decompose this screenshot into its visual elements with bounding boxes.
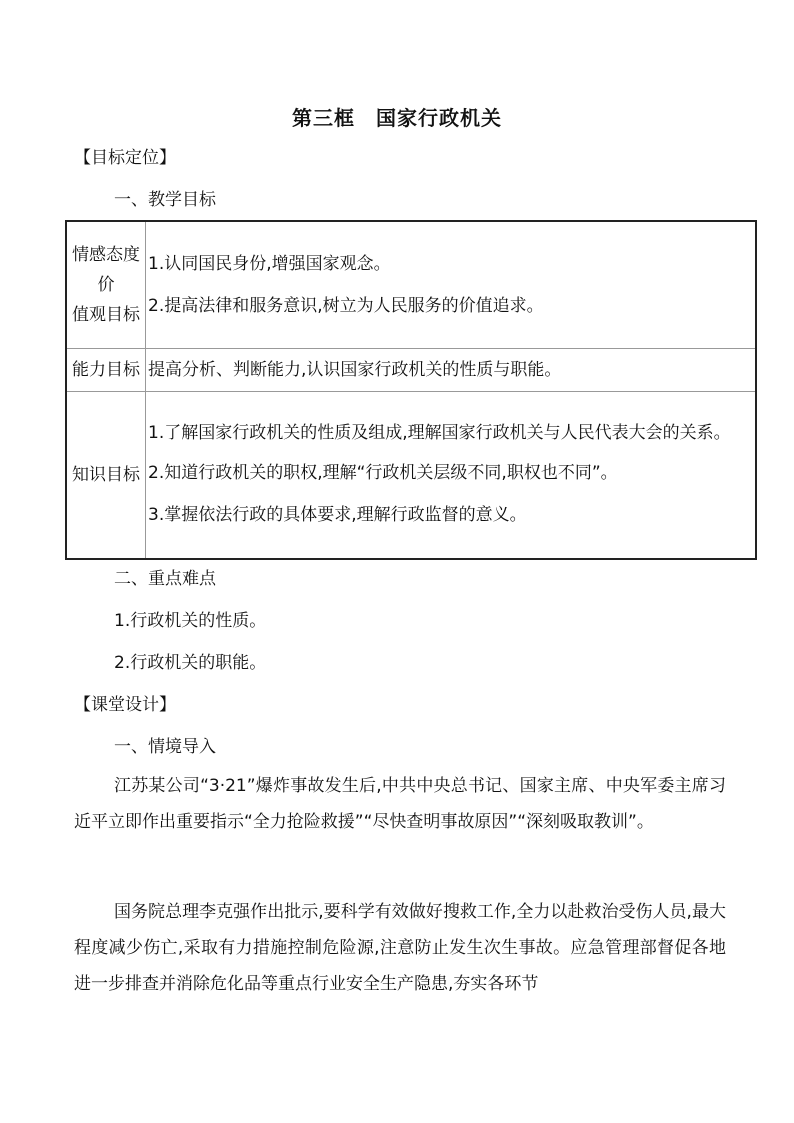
goals-table <box>65 220 757 560</box>
key-point-item: 2.行政机关的职能。 <box>114 653 267 673</box>
page-title: 第三框 国家行政机关 <box>292 106 502 130</box>
section-heading-teaching-goals: 一、教学目标 <box>114 190 216 210</box>
goal-item: 3.掌握依法行政的具体要求,理解行政监督的意义。 <box>148 505 527 525</box>
goal-item: 提高分析、判断能力,认识国家行政机关的性质与职能。 <box>148 360 562 380</box>
key-point-item: 1.行政机关的性质。 <box>114 611 267 631</box>
table-row <box>66 349 756 392</box>
section-heading-target: 【目标定位】 <box>74 148 176 168</box>
goal-item: 2.知道行政机关的职权,理解“行政机关层级不同,职权也不同”。 <box>148 463 618 483</box>
section-heading-key-points: 二、重点难点 <box>114 569 216 589</box>
goal-content-cell <box>146 392 757 560</box>
goal-category-label: 知识目标 <box>72 465 140 485</box>
body-paragraph: 国务院总理李克强作出批示,要科学有效做好搜救工作,全力以赴救治受伤人员,最大程度减少伤亡,采取有力措施控制危险源,注意防止发生次生事故。应急管理部督促各地进一步排查并消除危化品等重点行业安全生产隐患,夯实各环节 <box>74 902 726 994</box>
goal-category-label: 价 <box>97 275 115 295</box>
goal-category-cell <box>66 221 146 349</box>
section-heading-intro: 一、情境导入 <box>114 737 216 757</box>
goal-category-label: 情感态度 <box>72 245 140 265</box>
goal-item: 2.提高法律和服务意识,树立为人民服务的价值追求。 <box>148 296 544 316</box>
goal-category-label: 能力目标 <box>72 360 140 380</box>
body-paragraph: 江苏某公司“3·21”爆炸事故发生后,中共中央总书记、国家主席、中央军委主席习近平立即作出重要指示“全力抢险救援”“尽快查明事故原因”“深刻吸取教训”。 <box>74 776 726 832</box>
goal-content-cell <box>146 221 757 349</box>
goal-item: 1.认同国民身份,增强国家观念。 <box>148 254 391 274</box>
goal-category-cell <box>66 349 146 392</box>
table-row <box>66 221 756 349</box>
goal-item: 1.了解国家行政机关的性质及组成,理解国家行政机关与人民代表大会的关系。 <box>148 423 731 443</box>
goal-category-label: 值观目标 <box>72 305 140 325</box>
section-heading-class-design: 【课堂设计】 <box>74 695 176 715</box>
table-row <box>66 392 756 560</box>
goal-category-cell <box>66 392 146 560</box>
goal-content-cell <box>146 349 757 392</box>
